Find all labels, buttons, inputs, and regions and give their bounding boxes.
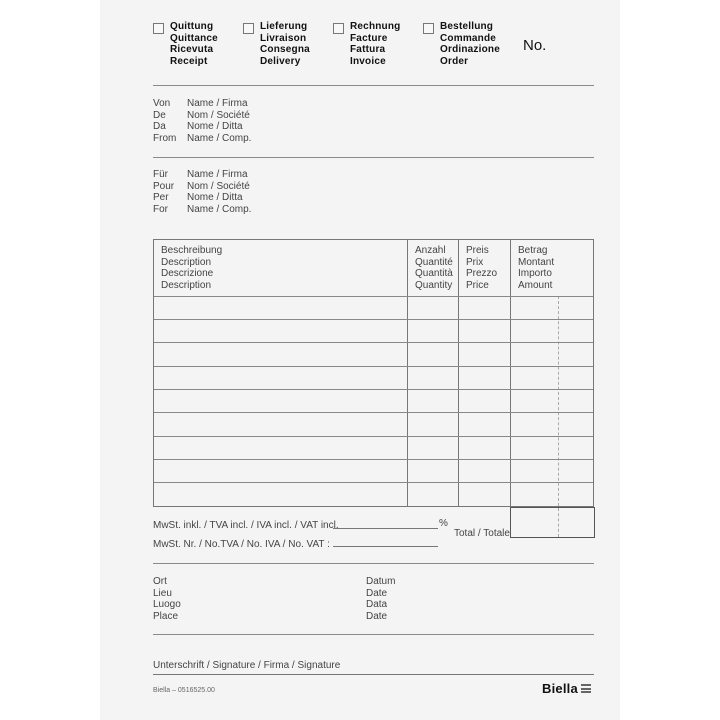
place-fr: Lieu <box>153 587 172 599</box>
divider-vat <box>153 563 594 564</box>
column-header-quantity <box>415 245 453 291</box>
label-it: Ordinazione <box>440 44 500 55</box>
column-header-price <box>466 245 497 291</box>
label-de: Lieferung <box>260 21 308 32</box>
place-de: Ort <box>153 576 167 587</box>
document-number-label: No. <box>523 37 547 54</box>
from-field-labels <box>187 98 251 144</box>
doc-type-order-labels <box>440 21 500 67</box>
date-de: Datum <box>366 576 396 587</box>
vat-included-field[interactable] <box>333 528 438 529</box>
checkbox-invoice[interactable] <box>333 23 344 34</box>
biella-stack-icon <box>581 684 591 693</box>
doc-type-receipt-labels <box>170 21 218 67</box>
place-en: Place <box>153 611 179 623</box>
table-row[interactable] <box>154 437 593 459</box>
doc-type-invoice[interactable] <box>333 21 401 67</box>
label-de: Bestellung <box>440 21 494 32</box>
signature-line[interactable] <box>153 674 594 675</box>
from-label-en: From <box>153 132 177 144</box>
checkbox-delivery[interactable] <box>243 23 254 34</box>
label-de: Quittung <box>170 21 214 32</box>
from-field-en: Name / Comp. <box>187 132 252 144</box>
to-label-fr: Pour <box>153 180 175 192</box>
vat-percent-sign: % <box>439 518 448 529</box>
label-it: Fattura <box>350 44 386 55</box>
header-en: Quantity <box>415 279 453 291</box>
place-it: Luogo <box>153 599 181 611</box>
label-de: Rechnung <box>350 21 401 32</box>
header-en: Description <box>161 279 212 291</box>
label-en: Order <box>440 55 469 67</box>
doc-type-delivery-labels <box>260 21 310 67</box>
label-it: Consegna <box>260 44 310 55</box>
header-it: Prezzo <box>466 268 498 279</box>
brand-name: Biella <box>542 681 578 696</box>
column-header-description <box>161 245 222 291</box>
header-de: Anzahl <box>415 245 446 256</box>
total-field[interactable] <box>510 507 595 538</box>
decimal-divider <box>558 508 559 537</box>
doc-type-delivery[interactable] <box>243 21 310 67</box>
from-section[interactable] <box>153 98 251 144</box>
to-field-labels <box>187 169 251 215</box>
place-labels <box>153 576 181 623</box>
label-en: Receipt <box>170 55 208 67</box>
header-en: Price <box>466 279 489 291</box>
doc-type-order[interactable] <box>423 21 500 67</box>
table-row[interactable] <box>154 367 593 389</box>
divider-from <box>153 157 594 158</box>
to-label-en: For <box>153 203 168 215</box>
doc-type-invoice-labels <box>350 21 401 67</box>
table-row[interactable] <box>154 483 593 506</box>
table-row[interactable] <box>154 297 593 319</box>
date-labels <box>366 576 395 623</box>
to-label-de: Für <box>153 169 168 180</box>
to-section[interactable] <box>153 169 251 215</box>
brand-logo <box>542 681 591 696</box>
header-de: Preis <box>466 245 489 256</box>
from-label-it: Da <box>153 121 166 132</box>
header-de: Betrag <box>518 245 548 256</box>
from-label-fr: De <box>153 109 166 121</box>
date-en: Date <box>366 611 388 623</box>
from-language-labels <box>153 98 187 144</box>
to-field-de: Name / Firma <box>187 169 248 180</box>
header-it: Importo <box>518 268 552 279</box>
divider-place-date <box>153 634 594 635</box>
header-fr: Description <box>161 256 212 268</box>
from-field-it: Nome / Ditta <box>187 121 243 132</box>
from-field-fr: Nom / Société <box>187 109 250 121</box>
label-fr: Facture <box>350 32 388 44</box>
table-row[interactable] <box>154 320 593 342</box>
checkbox-order[interactable] <box>423 23 434 34</box>
date-it: Data <box>366 599 388 611</box>
header-de: Beschreibung <box>161 245 223 256</box>
header-en: Amount <box>518 279 553 291</box>
line-items-table <box>153 239 594 507</box>
table-row[interactable] <box>154 413 593 436</box>
signature-label: Unterschrift / Signature / Firma / Signature <box>153 660 341 671</box>
label-en: Delivery <box>260 55 301 67</box>
label-fr: Livraison <box>260 32 307 44</box>
header-fr: Prix <box>466 256 484 268</box>
date-fr: Date <box>366 587 388 599</box>
vat-number-field[interactable] <box>333 546 438 547</box>
to-field-en: Name / Comp. <box>187 203 252 215</box>
column-header-amount <box>518 245 554 291</box>
to-field-fr: Nom / Société <box>187 180 250 192</box>
total-label: Total / Totale <box>454 528 510 539</box>
from-field-de: Name / Firma <box>187 98 248 109</box>
header-it: Descrizione <box>161 268 214 279</box>
divider-header <box>153 85 594 86</box>
label-fr: Quittance <box>170 32 218 44</box>
to-language-labels <box>153 169 187 215</box>
header-it: Quantità <box>415 268 453 279</box>
table-row[interactable] <box>154 460 593 482</box>
doc-type-receipt[interactable] <box>153 21 218 67</box>
product-code: Biella – 0516525.00 <box>153 687 215 694</box>
label-en: Invoice <box>350 55 386 67</box>
vat-included-label: MwSt. inkl. / TVA incl. / IVA incl. / VAT incl. <box>153 520 339 531</box>
header-fr: Quantité <box>415 256 453 268</box>
vat-number-label: MwSt. Nr. / No.TVA / No. IVA / No. VAT : <box>153 539 330 550</box>
to-field-it: Nome / Ditta <box>187 192 243 203</box>
to-label-it: Per <box>153 192 169 203</box>
label-fr: Commande <box>440 32 497 44</box>
header-fr: Montant <box>518 256 555 268</box>
label-it: Ricevuta <box>170 44 214 55</box>
from-label-de: Von <box>153 98 171 109</box>
table-row[interactable] <box>154 343 593 366</box>
table-row[interactable] <box>154 390 593 412</box>
checkbox-receipt[interactable] <box>153 23 164 34</box>
